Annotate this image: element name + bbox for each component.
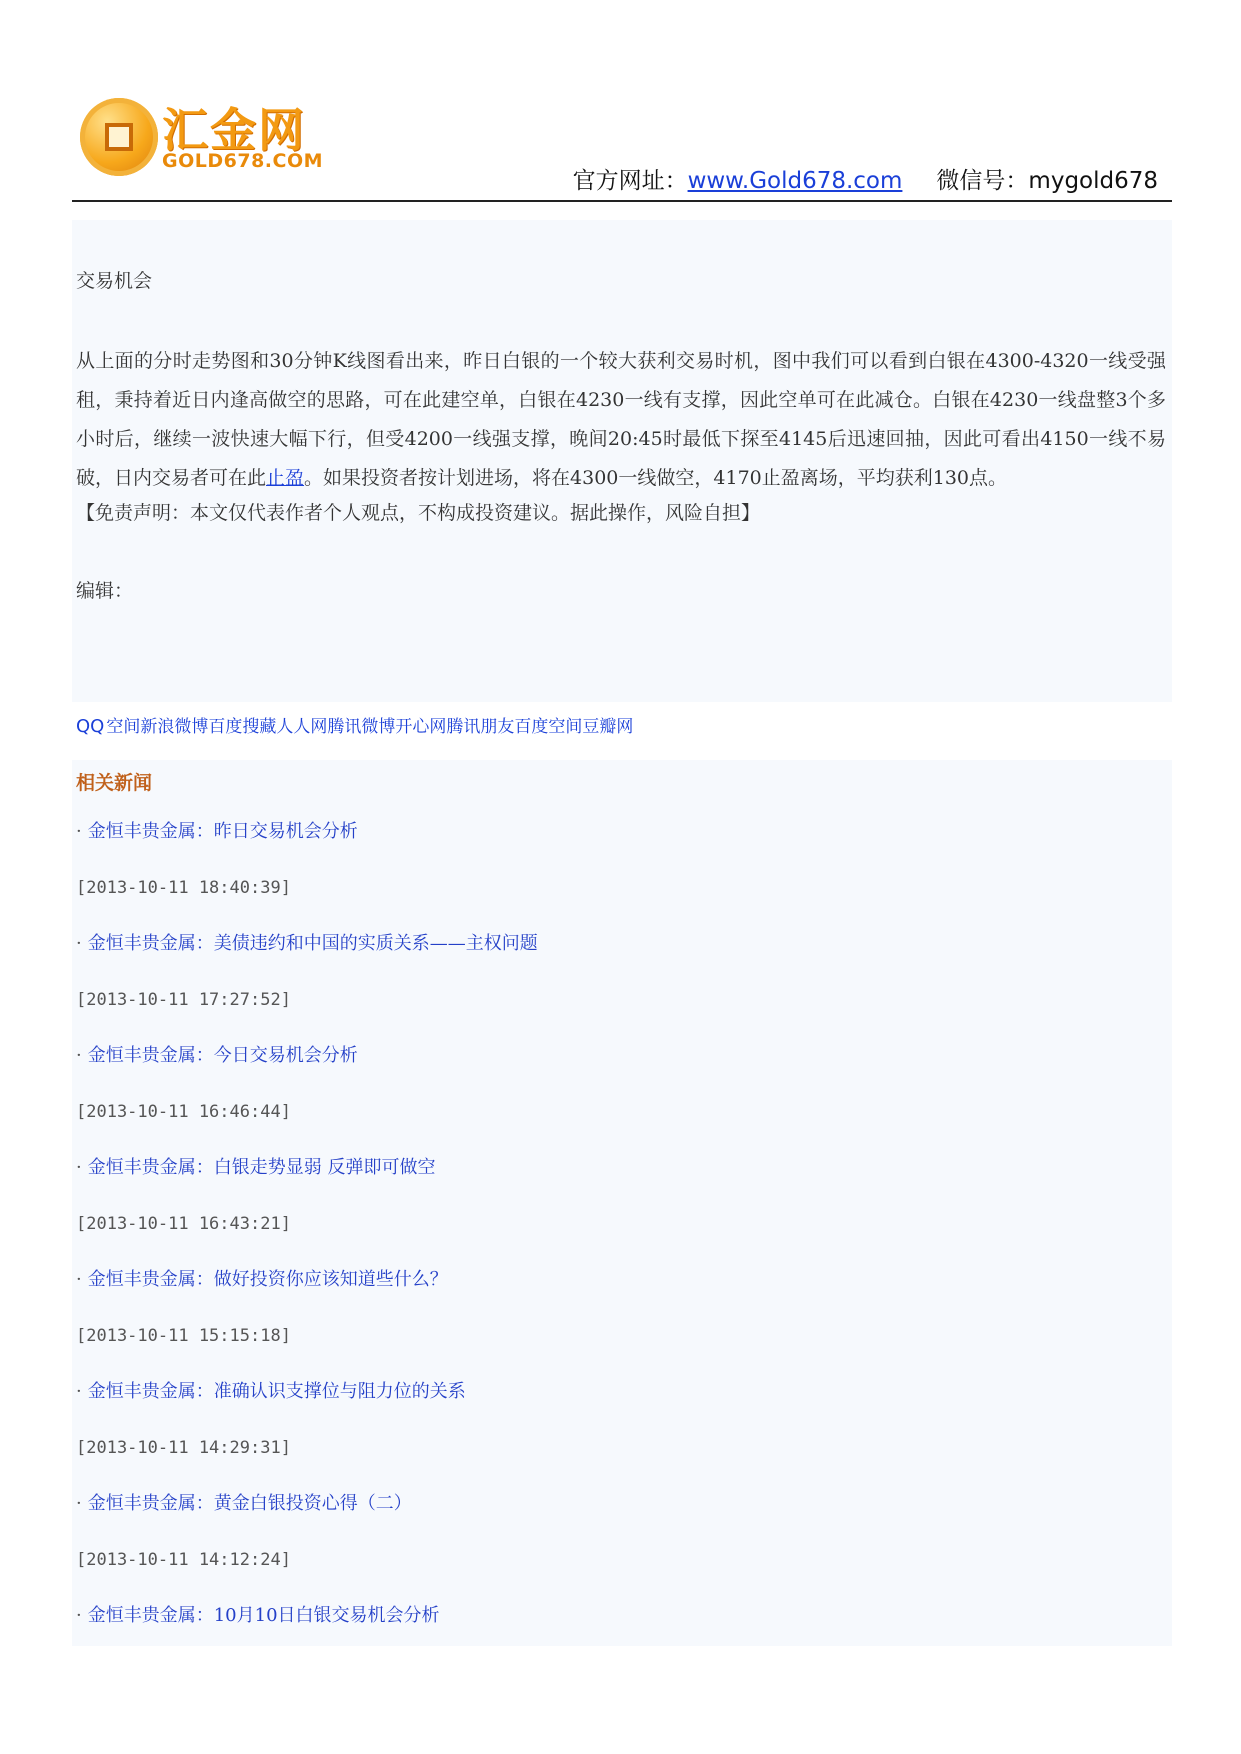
news-date: [2013-10-11 14:29:31] bbox=[76, 1438, 291, 1458]
list-item bbox=[72, 1476, 1172, 1588]
news-date: [2013-10-11 16:43:21] bbox=[76, 1214, 291, 1234]
logo-subtext: GOLD678.COM bbox=[162, 150, 324, 172]
site-url-link[interactable]: www.Gold678.com bbox=[687, 168, 903, 194]
list-item bbox=[72, 1252, 1172, 1364]
share-qq[interactable]: QQ bbox=[76, 716, 105, 737]
site-logo[interactable] bbox=[80, 94, 330, 184]
related-news-list bbox=[72, 804, 1172, 1700]
share-others[interactable]: 空间新浪微博百度搜藏人人网腾讯微博开心网腾讯朋友百度空间豆瓣网 bbox=[106, 717, 634, 737]
article-panel bbox=[72, 220, 1172, 702]
list-item bbox=[72, 1028, 1172, 1140]
list-item bbox=[72, 1140, 1172, 1252]
wechat-label: 微信号：mygold678 bbox=[936, 168, 1158, 194]
related-news-title: 相关新闻 bbox=[76, 772, 153, 794]
stop-profit-link[interactable]: 止盈 bbox=[266, 467, 305, 489]
related-news-link[interactable]: · 金恒丰贵金属：准确认识支撑位与阻力位的关系 bbox=[76, 1381, 466, 1402]
disclaimer: 【免责声明：本文仅代表作者个人观点，不构成投资建议。据此操作，风险自担】 bbox=[76, 502, 761, 524]
section-title: 交易机会 bbox=[76, 270, 153, 292]
related-news-link[interactable]: · 金恒丰贵金属：美债违约和中国的实质关系——主权问题 bbox=[76, 933, 538, 954]
news-date: [2013-10-11 16:46:44] bbox=[76, 1102, 291, 1122]
header-links bbox=[573, 162, 1158, 195]
share-links[interactable] bbox=[76, 712, 633, 737]
related-news-panel bbox=[72, 760, 1172, 1646]
related-news-link[interactable]: · 金恒丰贵金属：昨日交易机会分析 bbox=[76, 821, 358, 842]
related-news-link[interactable]: · 金恒丰贵金属：白银走势显弱 反弹即可做空 bbox=[76, 1157, 436, 1178]
page-header bbox=[72, 84, 1172, 202]
list-item bbox=[72, 1364, 1172, 1476]
news-date: [2013-10-11 14:12:24] bbox=[76, 1550, 291, 1570]
related-news-link[interactable]: · 金恒丰贵金属：做好投资你应该知道些什么？ bbox=[76, 1269, 448, 1290]
related-news-link[interactable]: · 金恒丰贵金属：10月10日白银交易机会分析 bbox=[76, 1605, 440, 1626]
list-item bbox=[72, 1588, 1172, 1700]
coin-icon bbox=[80, 98, 158, 176]
list-item bbox=[72, 916, 1172, 1028]
news-date: [2013-10-11 15:15:18] bbox=[76, 1326, 291, 1346]
logo-text: 汇金网 bbox=[162, 103, 306, 157]
site-label: 官方网址： bbox=[572, 168, 688, 194]
list-item bbox=[72, 804, 1172, 916]
news-date: [2013-10-11 17:27:52] bbox=[76, 990, 291, 1010]
related-news-link[interactable]: · 金恒丰贵金属：黄金白银投资心得（二） bbox=[76, 1493, 412, 1514]
header-divider bbox=[72, 200, 1172, 202]
article-body: 从上面的分时走势图和30分钟K线图看出来，昨日白银的一个较大获利交易时机，图中我们可以看到白银在4300-4320一线受强租，秉持着近日内逢高做空的思路，可在此建空单，白银在4230一线有支撑，因此空单可在此减仓。白银在4230一线盘整3个多小时后，继续一波快速大幅下行，但受4200一线强支撑，晚间20:45时最低下探至4145后迅速回抽，因此可看出4150一线不易破，日内交易者可在此止盈。如果投资者按计划进场，将在4300一线做空，4170止盈离场，平均获利130点。 bbox=[76, 350, 1166, 489]
news-date: [2013-10-11 18:40:39] bbox=[76, 878, 291, 898]
related-news-link[interactable]: · 金恒丰贵金属：今日交易机会分析 bbox=[76, 1045, 358, 1066]
editor-label: 编辑： bbox=[76, 580, 134, 602]
